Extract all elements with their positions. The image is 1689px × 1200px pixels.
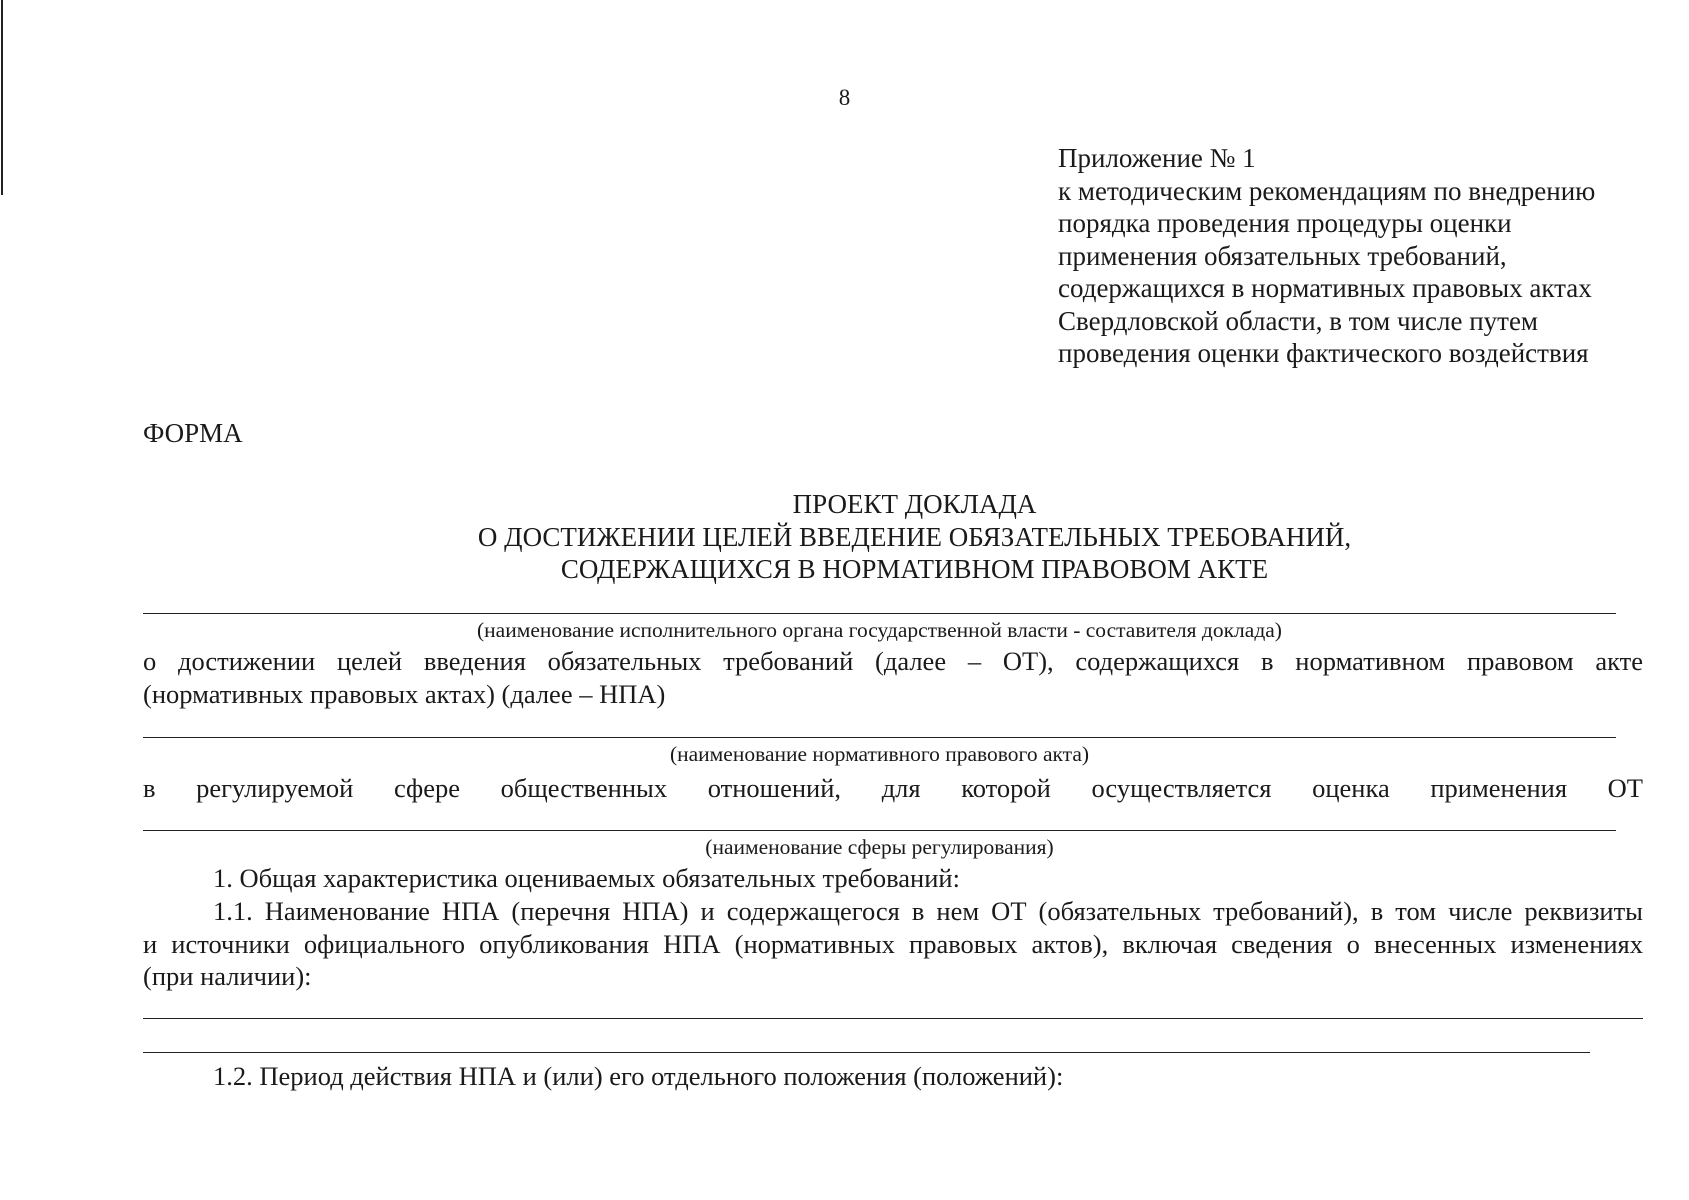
sphere-word: ОТ [1607, 773, 1643, 803]
page-number: 8 [838, 85, 851, 110]
title-line: СОДЕРЖАЩИХСЯ В НОРМАТИВНОМ ПРАВОВОМ АКТЕ [560, 554, 1269, 584]
appendix-line: содержащихся в нормативных правовых актах [1058, 273, 1592, 303]
sphere-word: регулируемой [196, 773, 354, 803]
npa-name-blank-line[interactable] [143, 737, 1616, 738]
sphere-name-blank-line[interactable] [143, 830, 1616, 831]
achievement-line: о достижении целей введения обязательных требований (далее – ОТ), содержащихся в нормативном правовом акте [143, 646, 1643, 676]
sphere-word: которой [961, 773, 1051, 803]
appendix-line: проведения оценки фактического воздействия [1058, 338, 1589, 368]
sphere-word: отношений, [707, 773, 842, 803]
sphere-word: для [881, 773, 921, 803]
sphere-word: осуществляется [1091, 773, 1272, 803]
appendix-line: Приложение № 1 [1058, 143, 1256, 173]
item-1-1-line: 1.1. Наименование НПА (перечня НПА) и содержащегося в нем ОТ (обязательных требований), в том числе реквизиты [213, 896, 1643, 926]
document-title [0, 488, 1689, 586]
item-1-1-answer-line[interactable] [143, 1052, 1590, 1053]
sphere-name-caption: (наименование сферы регулирования) [705, 835, 1054, 859]
section-1-heading: 1. Общая характеристика оцениваемых обязательных требований: [213, 863, 960, 893]
sphere-word: сфере [393, 773, 460, 803]
item-1-1-paragraph [143, 895, 1643, 993]
sphere-word: в [143, 773, 156, 803]
title-line: О ДОСТИЖЕНИИ ЦЕЛЕЙ ВВЕДЕНИЕ ОБЯЗАТЕЛЬНЫХ ТРЕБОВАНИЙ, [477, 521, 1352, 552]
appendix-header [1058, 142, 1658, 370]
npa-name-caption: (наименование нормативного правового акта) [669, 742, 1090, 766]
organ-name-blank-line[interactable] [143, 613, 1616, 614]
item-1-1-line: (при наличии): [143, 961, 312, 991]
organ-name-caption: (наименование исполнительного органа государственной власти - составителя доклада) [477, 618, 1282, 642]
sphere-line [143, 772, 1643, 805]
appendix-line: применения обязательных требований, [1058, 240, 1507, 271]
achievement-paragraph [143, 645, 1643, 710]
item-1-1-answer-line[interactable] [143, 1018, 1643, 1019]
title-line: ПРОЕКТ ДОКЛАДА [792, 489, 1037, 519]
sphere-paragraph [143, 772, 1643, 805]
item-1-2-line: 1.2. Период действия НПА и (или) его отдельного положения (положений): [213, 1061, 1064, 1091]
form-label: ФОРМА [143, 418, 243, 448]
item-1-1-line: и источники официального опубликования НПА (нормативных правовых актов), включая сведения о внесенных изменениях [143, 928, 1643, 959]
sphere-word: применения [1430, 773, 1568, 803]
appendix-line: Свердловской области, в том числе путем [1058, 305, 1539, 336]
sphere-word: общественных [500, 773, 668, 803]
achievement-line: (нормативных правовых актах) (далее – НПА) [143, 678, 666, 709]
sphere-word: оценка [1312, 773, 1390, 803]
appendix-line: к методическим рекомендациям по внедрению [1058, 175, 1596, 206]
appendix-line: порядка проведения процедуры оценки [1058, 208, 1512, 238]
